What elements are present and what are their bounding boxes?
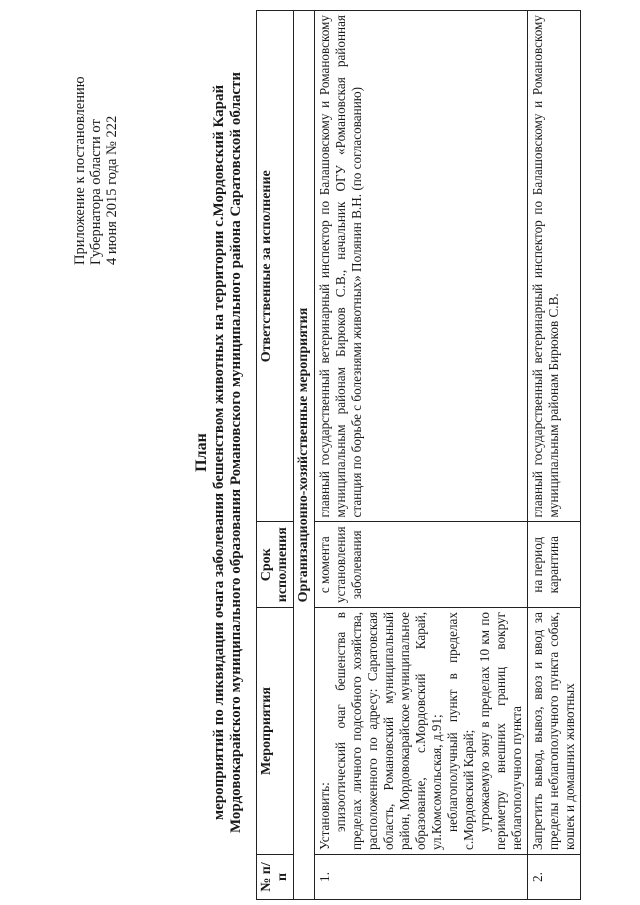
header-term: Срок исполнения xyxy=(257,522,294,608)
title-word: План xyxy=(193,433,210,472)
header-measures: Мероприятия xyxy=(257,608,294,855)
header-responsible: Ответственные за исполнение xyxy=(257,11,294,522)
plan-table xyxy=(256,10,581,900)
approval-line-3: 4 июня 2015 года № 222 xyxy=(104,115,120,265)
measure-paragraph: неблагополучный пункт в пределах с.Мордовский Карай; xyxy=(445,612,476,850)
approval-stamp xyxy=(72,35,120,265)
row-num: 1. xyxy=(315,855,528,900)
section-title: Организационно-хозяйственные мероприятия xyxy=(294,11,315,900)
row-measure: Запретить вывод, вывоз, ввоз и ввод за пределы неблагополучного пункта собак, кошек и домашних животных xyxy=(528,608,581,855)
title-line-2: Мордовокарайского муниципального образования Романовского муниципального района Саратовской области xyxy=(228,71,244,834)
row-responsible: главный государственный ветеринарный инспектор по Балашовскому и Романовскому муниципальным районам Бирюков С.В., начальник ОГУ «Романовская районная станция по борьбе с болезнями животных» Полянин В.Н. (по согласованию) xyxy=(315,11,528,522)
title-line-1: мероприятий по ликвидации очага заболевания бешенством животных на территории с.Мордовский Карай xyxy=(211,84,227,821)
row-term: на период карантина xyxy=(528,522,581,608)
table-row xyxy=(528,11,581,900)
header-num: № п/п xyxy=(257,855,294,900)
document-title xyxy=(193,0,245,905)
measure-intro: Установить: xyxy=(317,782,332,850)
row-responsible: главный государственный ветеринарный инспектор по Балашовскому и Романовскому муниципальным районам Бирюков С.В. xyxy=(528,11,581,522)
measure-paragraph: эпизоотический очаг бешенства в пределах личного подсобного хозяйства, расположенного по адресу: Саратовская область, Романовский муниципальный район, Мордовокарайское муниципальное образование, с.Мордовский Карай, ул.Комсомольская, д.91; xyxy=(333,612,444,850)
row-term: с момента установления заболевания xyxy=(315,522,528,608)
measure-paragraph: угрожаемую зону в пределах 10 км по периметру внешних границ вокруг неблагополучного пункта xyxy=(477,612,524,850)
row-num: 2. xyxy=(528,855,581,900)
section-row xyxy=(294,11,315,900)
table-row xyxy=(315,11,528,900)
table-header-row xyxy=(257,11,294,900)
approval-line-2: Губернатора области от xyxy=(88,119,104,265)
approval-line-1: Приложение к постановлению xyxy=(72,76,88,265)
row-measure xyxy=(315,608,528,855)
